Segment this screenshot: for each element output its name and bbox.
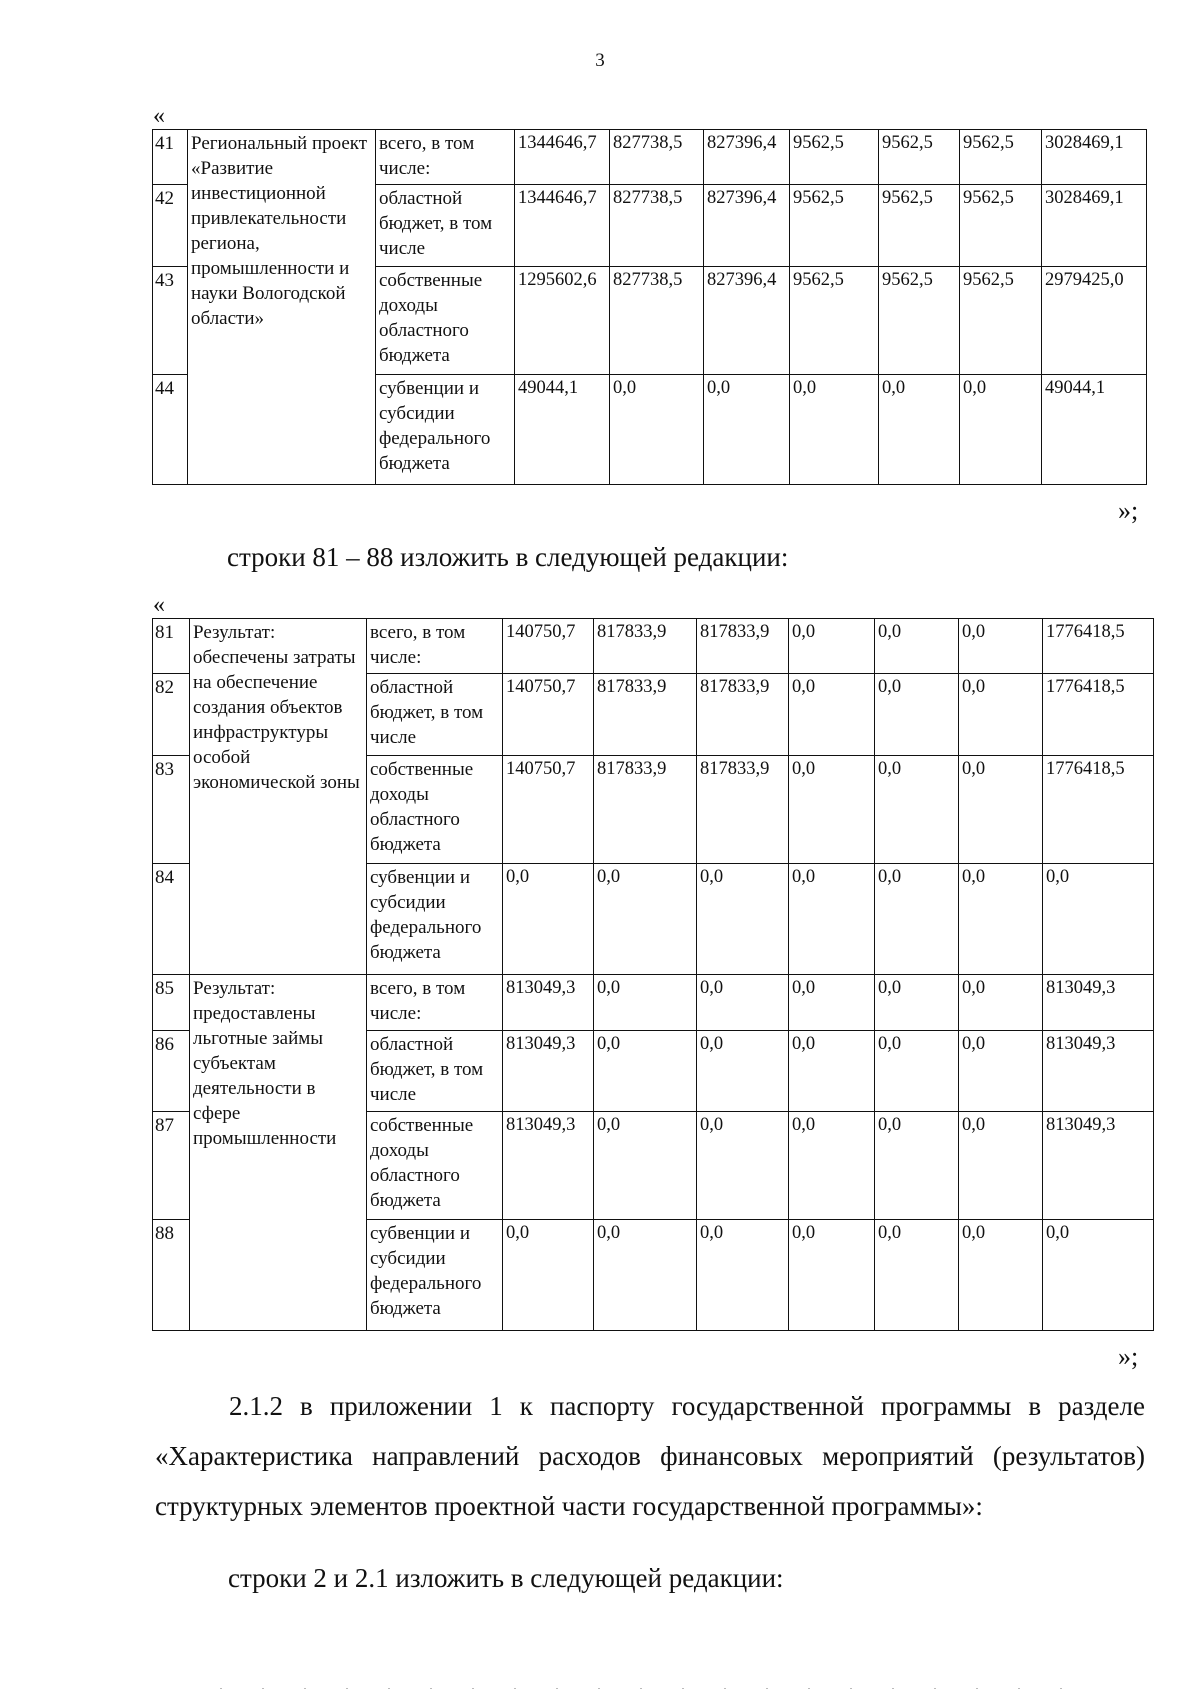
row-number: 43: [153, 267, 188, 375]
total-cell: 2979425,0: [1042, 267, 1147, 375]
page-number: 3: [595, 50, 605, 71]
total-cell: 3028469,1: [1042, 185, 1147, 267]
funding-source: всего, в том числе:: [367, 975, 503, 1031]
value-cell: 0,0: [959, 864, 1043, 975]
financing-table-rows-81-88: [152, 618, 1154, 1331]
value-cell: 0,0: [704, 375, 790, 485]
total-cell: 1776418,5: [1043, 674, 1154, 756]
value-cell: 0,0: [960, 375, 1042, 485]
row-number: 81: [153, 619, 190, 674]
value-cell: 0,0: [610, 375, 704, 485]
value-cell: 0,0: [959, 756, 1043, 864]
value-cell: 9562,5: [960, 130, 1042, 185]
value-cell: 0,0: [959, 1112, 1043, 1220]
value-cell: 0,0: [697, 1031, 789, 1112]
value-cell: 9562,5: [790, 267, 879, 375]
scan-artifact-divider: [220, 1688, 1100, 1689]
value-cell: 0,0: [697, 1220, 789, 1331]
value-cell: 0,0: [875, 619, 959, 674]
closing-quote: »;: [1118, 496, 1139, 525]
value-cell: 0,0: [697, 1112, 789, 1220]
row-number: 82: [153, 674, 190, 756]
value-cell: 9562,5: [960, 185, 1042, 267]
value-cell: 1344646,7: [515, 185, 610, 267]
funding-source: субвенции и субсидии федерального бюджета: [367, 1220, 503, 1331]
row-number: 88: [153, 1220, 190, 1331]
result-name-cell: Результат: предоставлены льготные займы субъектам деятельности в сфере промышленности: [190, 975, 367, 1331]
value-cell: 0,0: [959, 674, 1043, 756]
value-cell: 0,0: [790, 375, 879, 485]
table-row: [153, 975, 1154, 1031]
value-cell: 0,0: [875, 1112, 959, 1220]
funding-source: областной бюджет, в том числе: [376, 185, 515, 267]
value-cell: 0,0: [594, 1031, 697, 1112]
opening-quote: «: [153, 592, 165, 618]
closing-quote: »;: [1118, 1342, 1139, 1371]
row-number: 84: [153, 864, 190, 975]
row-number: 87: [153, 1112, 190, 1220]
value-cell: 0,0: [875, 1220, 959, 1331]
value-cell: 0,0: [959, 1031, 1043, 1112]
value-cell: 0,0: [959, 975, 1043, 1031]
funding-source: субвенции и субсидии федерального бюджета: [376, 375, 515, 485]
value-cell: 140750,7: [503, 619, 594, 674]
value-cell: 9562,5: [879, 267, 960, 375]
value-cell: 827396,4: [704, 130, 790, 185]
value-cell: 9562,5: [879, 185, 960, 267]
value-cell: 0,0: [594, 975, 697, 1031]
total-cell: 1776418,5: [1043, 619, 1154, 674]
value-cell: 827738,5: [610, 130, 704, 185]
total-cell: 0,0: [1043, 1220, 1154, 1331]
value-cell: 9562,5: [879, 130, 960, 185]
value-cell: 0,0: [875, 674, 959, 756]
value-cell: 813049,3: [503, 1031, 594, 1112]
value-cell: 1295602,6: [515, 267, 610, 375]
value-cell: 0,0: [503, 1220, 594, 1331]
total-cell: 813049,3: [1043, 975, 1154, 1031]
value-cell: 817833,9: [594, 756, 697, 864]
value-cell: 9562,5: [960, 267, 1042, 375]
value-cell: 0,0: [789, 619, 875, 674]
value-cell: 0,0: [594, 864, 697, 975]
total-cell: 813049,3: [1043, 1112, 1154, 1220]
value-cell: 0,0: [789, 1112, 875, 1220]
value-cell: 1344646,7: [515, 130, 610, 185]
value-cell: 827738,5: [610, 185, 704, 267]
value-cell: 0,0: [875, 756, 959, 864]
row-number: 83: [153, 756, 190, 864]
value-cell: 0,0: [789, 1220, 875, 1331]
value-cell: 813049,3: [503, 975, 594, 1031]
value-cell: 0,0: [875, 864, 959, 975]
value-cell: 817833,9: [594, 674, 697, 756]
value-cell: 9562,5: [790, 130, 879, 185]
funding-source: собственные доходы областного бюджета: [367, 756, 503, 864]
funding-source: собственные доходы областного бюджета: [376, 267, 515, 375]
financing-table-rows-41-44: [152, 129, 1147, 485]
value-cell: 9562,5: [790, 185, 879, 267]
value-cell: 827396,4: [704, 267, 790, 375]
funding-source: собственные доходы областного бюджета: [367, 1112, 503, 1220]
total-cell: 0,0: [1043, 864, 1154, 975]
value-cell: 0,0: [959, 1220, 1043, 1331]
value-cell: 0,0: [789, 674, 875, 756]
funding-source: областной бюджет, в том числе: [367, 674, 503, 756]
funding-source: субвенции и субсидии федерального бюджета: [367, 864, 503, 975]
value-cell: 0,0: [594, 1112, 697, 1220]
value-cell: 0,0: [789, 864, 875, 975]
total-cell: 49044,1: [1042, 375, 1147, 485]
value-cell: 817833,9: [594, 619, 697, 674]
value-cell: 0,0: [875, 1031, 959, 1112]
value-cell: 0,0: [697, 864, 789, 975]
instruction-rows-2-2-1: строки 2 и 2.1 изложить в следующей редакции:: [228, 1563, 784, 1593]
row-number: 85: [153, 975, 190, 1031]
opening-quote: «: [153, 103, 165, 129]
total-cell: 1776418,5: [1043, 756, 1154, 864]
value-cell: 813049,3: [503, 1112, 594, 1220]
value-cell: 0,0: [503, 864, 594, 975]
value-cell: 0,0: [789, 975, 875, 1031]
project-name-cell: Региональный проект «Развитие инвестиционной привлекательности региона, промышленности и науки Вологодской области»: [188, 130, 376, 485]
value-cell: 140750,7: [503, 674, 594, 756]
value-cell: 0,0: [789, 1031, 875, 1112]
value-cell: 0,0: [875, 975, 959, 1031]
instruction-rows-81-88: строки 81 – 88 изложить в следующей редакции:: [227, 542, 789, 572]
value-cell: 827738,5: [610, 267, 704, 375]
value-cell: 0,0: [789, 756, 875, 864]
value-cell: 0,0: [594, 1220, 697, 1331]
value-cell: 827396,4: [704, 185, 790, 267]
funding-source: областной бюджет, в том числе: [367, 1031, 503, 1112]
table-row: [153, 130, 1147, 185]
value-cell: 49044,1: [515, 375, 610, 485]
row-number: 42: [153, 185, 188, 267]
value-cell: 0,0: [959, 619, 1043, 674]
value-cell: 140750,7: [503, 756, 594, 864]
row-number: 86: [153, 1031, 190, 1112]
funding-source: всего, в том числе:: [367, 619, 503, 674]
value-cell: 0,0: [879, 375, 960, 485]
total-cell: 813049,3: [1043, 1031, 1154, 1112]
value-cell: 817833,9: [697, 756, 789, 864]
row-number: 44: [153, 375, 188, 485]
value-cell: 817833,9: [697, 674, 789, 756]
paragraph-2-1-2: [155, 1381, 1145, 1531]
paragraph-2-1-2-text: 2.1.2 в приложении 1 к паспорту государственной программы в разделе «Характеристика направлений расходов финансовых мероприятий (результатов) структурных элементов проектной части государственной программы»:: [155, 1391, 1145, 1521]
value-cell: 0,0: [697, 975, 789, 1031]
row-number: 41: [153, 130, 188, 185]
result-name-cell: Результат: обеспечены затраты на обеспечение создания объектов инфраструктуры особой экономической зоны: [190, 619, 367, 975]
funding-source: всего, в том числе:: [376, 130, 515, 185]
value-cell: 817833,9: [697, 619, 789, 674]
total-cell: 3028469,1: [1042, 130, 1147, 185]
table-row: [153, 619, 1154, 674]
